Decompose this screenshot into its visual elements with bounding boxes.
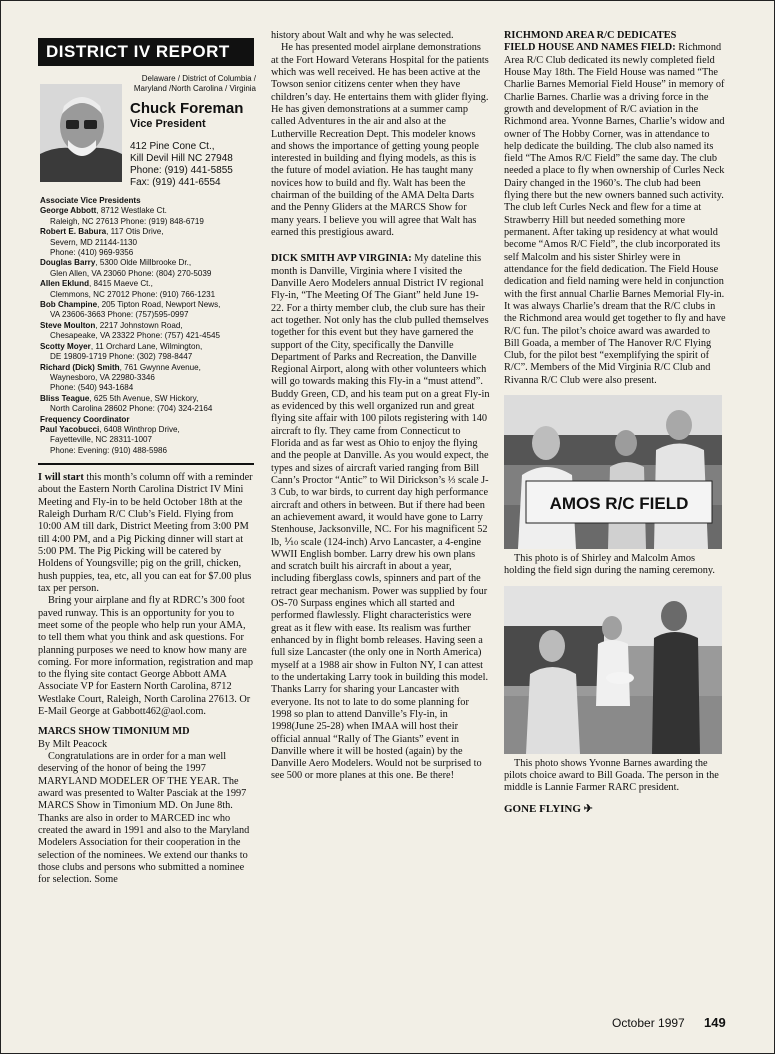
assoc-line: Phone: (540) 943-1684	[50, 383, 134, 393]
vp-portrait	[40, 84, 122, 182]
assoc-line: Bliss Teague, 625 5th Avenue, SW Hickory,	[40, 393, 199, 403]
photo-caption-1: This photo is of Shirley and Malcolm Amos holding the field sign during the naming ceremony.	[504, 553, 715, 577]
column-1	[38, 30, 254, 886]
assoc-line: Phone: (410) 969-9356	[50, 248, 134, 258]
photo-award	[504, 586, 726, 754]
assoc-line: Waynesboro, VA 22980-3346	[50, 372, 155, 382]
intro-article	[38, 472, 254, 886]
page-number: 149	[704, 1015, 726, 1030]
vp-title: Vice President	[130, 118, 206, 130]
assoc-line: Scotty Moyer, 11 Orchard Lane, Wilmington,	[40, 341, 203, 351]
assoc-line: Allen Eklund, 8415 Maeve Ct.,	[40, 279, 153, 289]
assoc-line: Severn, MD 21144-1130	[50, 237, 137, 247]
column-3	[504, 30, 726, 815]
richmond-heading: RICHMOND AREA R/C DEDICATES FIELD HOUSE AND NAMES FIELD: Richmond Area R/C Club dedicated its newly completed field House May 18th. The Field House was named “The Charlie Barnes Memorial Field House” in memory of Charlie Barnes. Charlie was a driving force in the growth and development of R/C aviation in the Richmond area. Yvonne Barnes, Charlie’s widow and owner of The Hobby Corner, was in attendance to help dedicate the building. The club also named its field “The Amos R/C Field” the same day. The club needed a place to fly when ownership of Curles Neck Dairy changed in the 1960’s. The club had been flying there but the new owners banned such activity. The club left Curles Neck and flew for a time at Strawberry Hill but needed something more permanent. After taking up residency at what would become “Amos R/C Field”, the club incorporated its self Malcolm and his sister Shirley were in attendance for the field dedication. The Field House dedication and field naming were held in conjunction with the first annual Charlie Barnes Memorial Fly-in. It was always Charlie’s dream that the R/C clubs in the Richmond area would get together to fly and have R/C fun. The pilot’s choice award was awarded to Bill Goada, a member of The Hanover R/C Flying Club, for the pilot best “exemplifying the spirit of R/C”. Members of the Mid Virginia R/C Club and Rivanna R/C Club were also present.	[504, 30, 726, 386]
marcs-byline: By Milt Peacock	[38, 738, 108, 750]
assoc-line: Fayetteville, NC 28311-1007	[50, 435, 152, 445]
assoc-line: George Abbott, 8712 Westlake Ct.	[40, 206, 167, 216]
assoc-line: Douglas Barry, 5300 Olde Millbrooke Dr.,	[40, 258, 192, 268]
vp-block	[38, 74, 254, 186]
field-sign-text: AMOS R/C FIELD	[549, 494, 689, 514]
assoc-line: Raleigh, NC 27613 Phone: (919) 848-6719	[50, 216, 204, 226]
assoc-line: Glen Allen, VA 23060 Phone: (804) 270-5039	[50, 268, 212, 278]
assoc-line: Frequency Coordinator	[40, 414, 130, 424]
assoc-line: Paul Yacobucci, 6408 Winthrop Drive,	[40, 424, 180, 434]
intro-paragraph: I will start this month’s column off with a reminder about the Eastern North Carolina District IV Mini Meeting and Fly-in to be held October 18th at the Raleigh Durham R/C Club’s Field. Flying from 10:00 AM till dark, District Meeting from 3:00 PM till 4:00 PM, and a Pig Picking dinner will start at 5:00 PM. The Pig Picking will be catered by Holdens of Youngsville; pig on the grill, chicken, hush puppies, tea, etc, all you can eat for $7.00 plus tax per person.	[38, 472, 253, 594]
assoc-line: Robert E. Babura, 117 Otis Drive,	[40, 227, 164, 237]
assoc-line: Chesapeake, VA 23322 Phone: (757) 421-4545	[50, 331, 220, 341]
associate-vp-list	[38, 196, 254, 456]
assoc-heading: Associate Vice Presidents	[40, 196, 141, 205]
marcs-heading: MARCS SHOW TIMONIUM MD	[38, 726, 190, 738]
district-banner: DISTRICT IV REPORT	[38, 38, 254, 66]
runway-paragraph: Bring your airplane and fly at RDRC’s 300 foot paved runway. This is an opportunity for you to meet some of the people who help run your AMA, to tell them what you think and ask questions. For planning purposes we need to know how many are coming. For more information, registration and map to the flying site contact George Abbott AMA Associate VP for Eastern North Carolina, 8712 Westlake Court, Raleigh, North Carolina 27613. Or E-Mail George at Gabbott462@aol.com.	[38, 595, 254, 718]
section-divider	[38, 463, 254, 465]
assoc-line: Steve Moulton, 2217 Johnstown Road,	[40, 320, 183, 330]
district-states: Delaware / District of Columbia / Maryland /North Carolina / Virginia	[133, 74, 256, 93]
issue-date: October 1997	[612, 1016, 685, 1030]
assoc-line: Bob Champine, 205 Tipton Road, Newport News,	[40, 300, 221, 310]
assoc-line: Phone: Evening: (910) 488-5986	[50, 445, 167, 455]
marcs-paragraph: Congratulations are in order for a man well deserving of the honor of being the 1997 MARYLAND MODELER OF THE YEAR. The award was presented to Walter Pasciak at the 1997 MARCS Show in Timonium MD. On June 8th. Thanks are also in order to MARCED inc who created the award in 1991 and also to the Maryland Modelers Association for their cooperation in the selection of the nominees. We extend our thanks to those clubs and persons who submitted a nominee for selection. Some	[38, 751, 250, 886]
column-2	[271, 30, 490, 783]
dick-smith-paragraph: DICK SMITH AVP VIRGINIA: My dateline this month is Danville, Virginia where I visited the Danville Aero Modelers annual District IV regional Fly-in, “The Meeting Of The Giant” held June 19-22. For a thirty member club, the club sure has their act together. Not only has the club pulled themselves together for this event but they have garnered the support of the City, specifically the Danville Department of Parks and Recreation, the Danville Regional Airport, along with other volunteers which will go towards making this Fly-in a “must attend”. Buddy Green, CD, and his team put on a great Fly-in as evidenced by this well organized run and great flying site affair with 100 pilots registering with 140 aircraft to fly. They came from Connecticut to Florida and as far west as Ohio to enjoy the flying and the people at Danville. As you would expect, the types and sizes of aircraft varied ranging from Bill Cann’s Proctor “Antic” to Wil Dirickson’s ⅓ scale J-3 Cub, to war birds, to current day high performance aircraft and others in between. But if there had been an achievement award, it would have gone to Larry Stenhouse, Jacksonville, NC. For his magnificent 52 lb, ⅒ scale (124-inch) Arvo Lancaster, a 4-engine WWII English bomber. Larry drew his own plans and scratch built his aircraft in about a year, including fiberglass cowls, spinners and part of the retract gear mechanism. Power was supplied by four OS-70 Surpass engines which all started and performed flawlessly. Flight characteristics were great as it flew with ease. Its realism was further enhanced by in flight bomb releases. Having seen a full size Lancaster (the only one in North America) myself at a 1988 air show in Fulton NY, I can attest to the undertaking Larry took in building this model. Thanks Larry for sharing your Lancaster with everyone. Its not to late to do some planning for 1998 so plan to attend Danville’s Fly-in, in 1998(June 25-28) when IMAA will host their official annual “Rally of The Giants” event in Danville where it will be hosted (again) by the Danville Aero Modelers. Would not be surprised to see 500 or more planes at this one. Be there!	[271, 253, 490, 782]
assoc-line: Richard (Dick) Smith, 761 Gwynne Avenue,	[40, 362, 201, 372]
vp-address: 412 Pine Cone Ct., Kill Devil Hill NC 27948 Phone: (919) 441-5855 Fax: (919) 441-6554	[130, 141, 233, 188]
assoc-line: VA 23606-3663 Phone: (757)595-0997	[50, 310, 189, 320]
dick-smith-heading: DICK SMITH AVP VIRGINIA:	[271, 253, 412, 265]
vp-name: Chuck Foreman	[130, 100, 244, 117]
photo-field-sign	[504, 395, 726, 549]
gone-flying-signoff: GONE FLYING ✈	[504, 802, 593, 815]
assoc-line: Clemmons, NC 27012 Phone: (910) 766-1231	[50, 289, 216, 299]
walt-paragraph: He has presented model airplane demonstrations at the Fort Howard Veterans Hospital for the patients which was well received. He has been active at the Towson senior citizens center when they have children’s day. He entertains them with glider flying. He has given demonstrations at a summer camp called Adventures in the air and also at the Lutherville Recreation Dept. This modeler knows and shows the importance of getting young people interested in building and flying models, as this is the future of model aviation. He has taught many novices how to build and fly. Walt has been the chairman of the building of the AMA Delta Darts and the Penny Gliders at the MARCS Show for many years. I believe you will agree that Walt has earned this prestigious award.	[271, 42, 489, 238]
assoc-line: North Carolina 28602 Phone: (704) 324-2164	[50, 404, 213, 414]
marcs-continued: history about Walt and why he was selected.	[271, 30, 454, 41]
assoc-line: DE 19809-1719 Phone: (302) 798-8447	[50, 352, 193, 362]
photo-caption-2: This photo shows Yvonne Barnes awarding the pilots choice award to Bill Goada. The person in the middle is Lannie Farmer RARC president.	[504, 757, 719, 794]
